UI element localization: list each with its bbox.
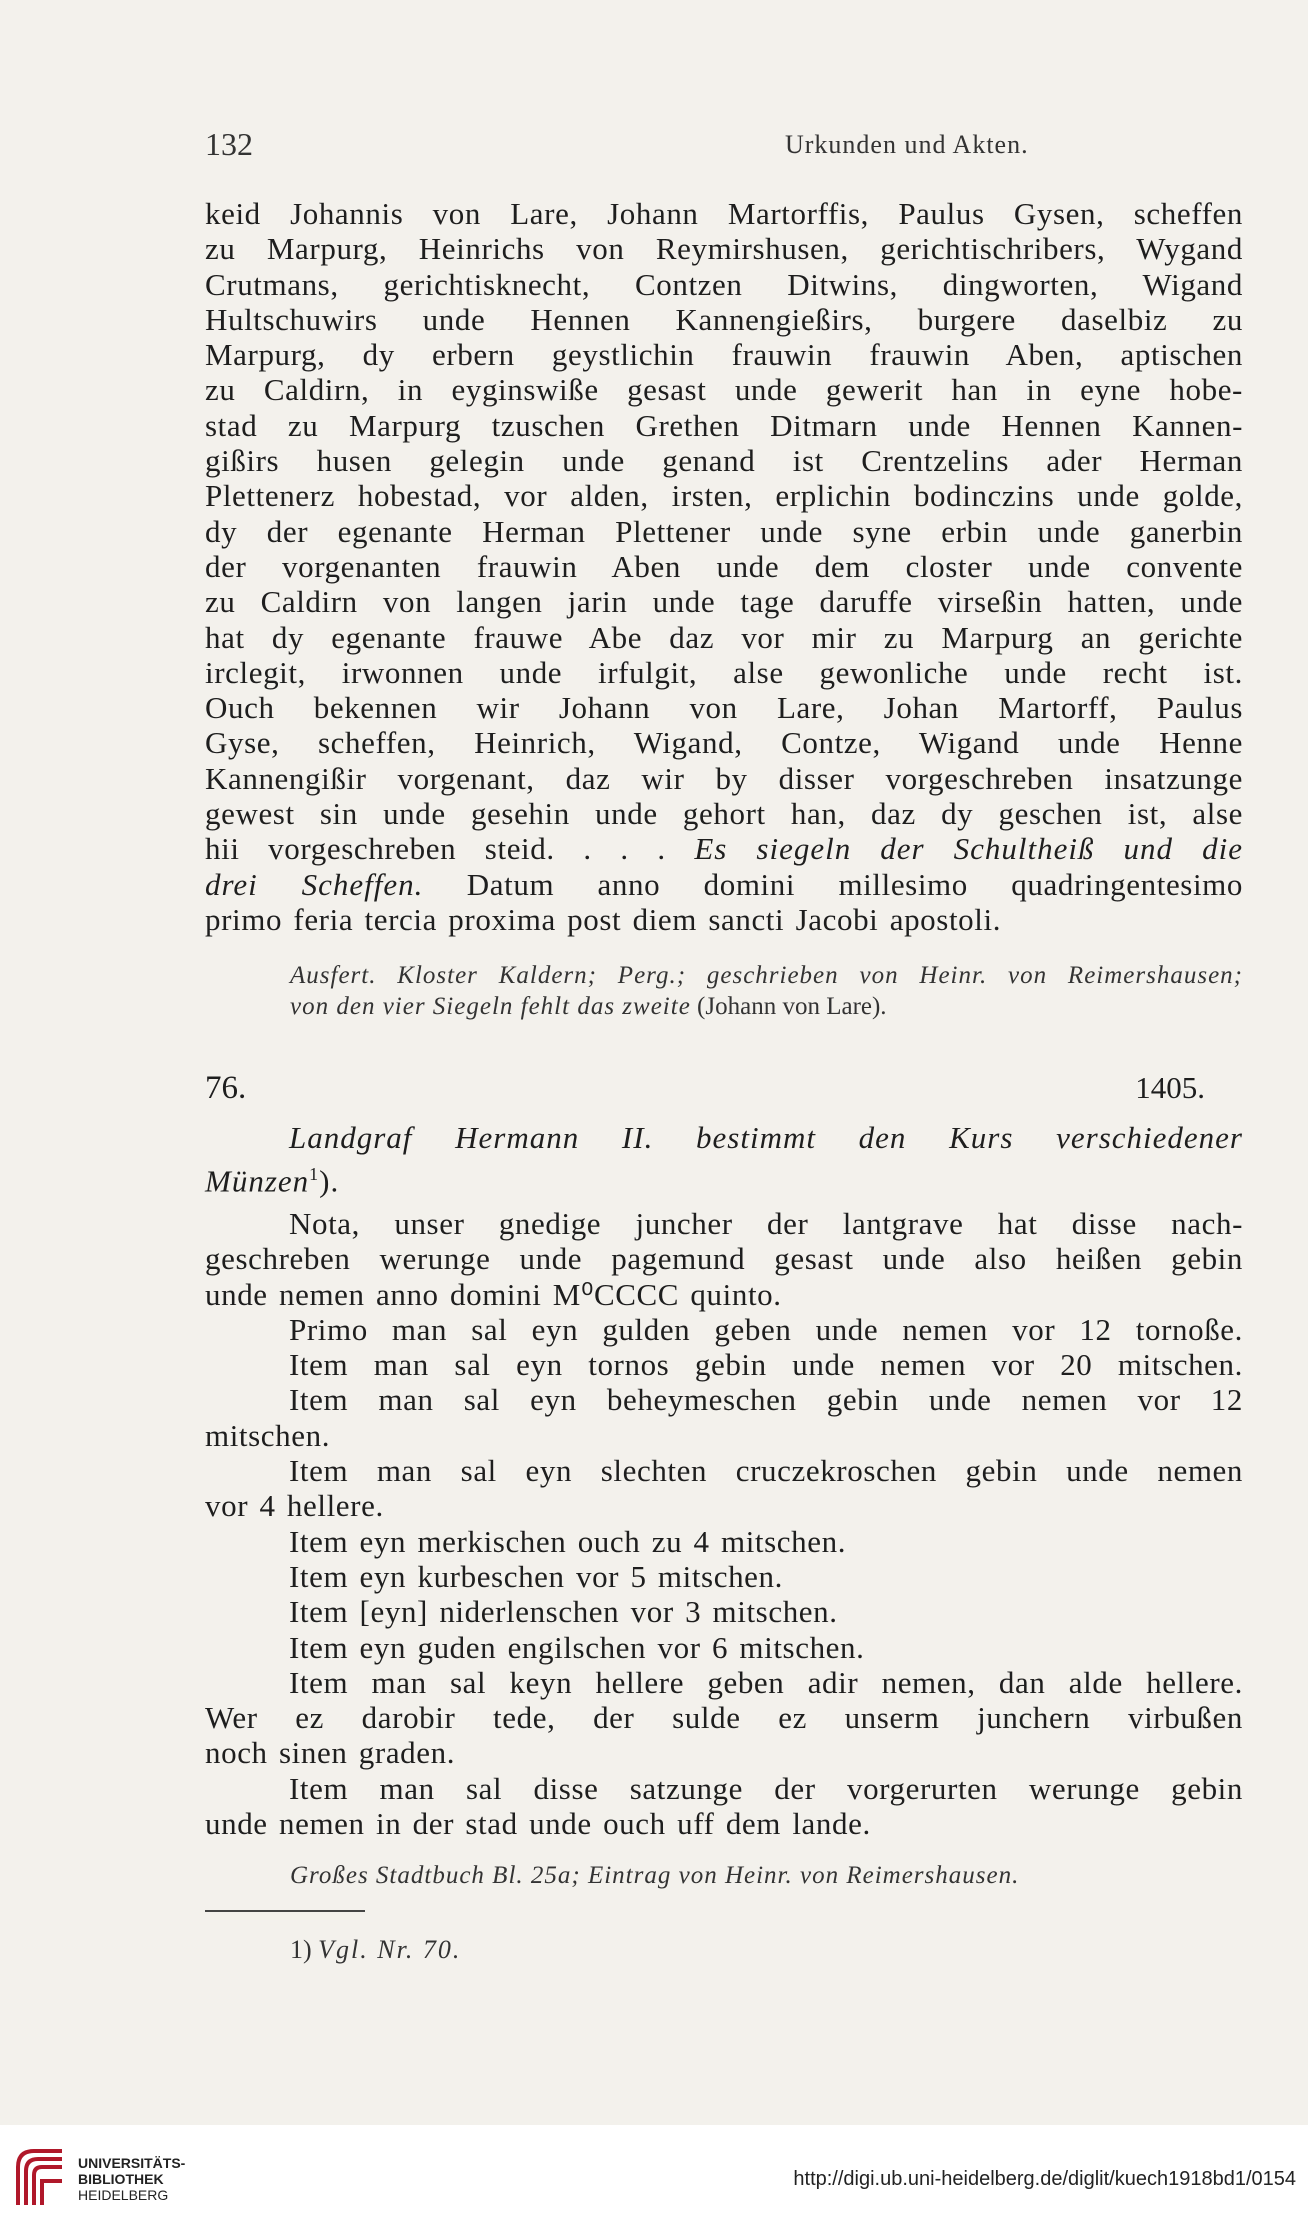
paragraph-line: vor 4 hellere. [205,1488,384,1524]
document-number-row [205,1070,1205,1110]
text-line: Crutmans, gerichtisknecht, Contzen Ditwins, dingworten, Wigand [205,266,1243,302]
paragraph-line: geschreben werunge unde pagemund gesast unde also heißen gebin [205,1241,1243,1277]
text-line: Plettenerz hobestad, vor alden, irsten, erplichin bodinczins unde golde, [205,478,1243,514]
paragraph-line: unde nemen in der stad unde ouch uff dem lande. [205,1806,871,1842]
document-number: 76. [205,1070,247,1106]
paragraph-line: Item man sal keyn hellere geben adir nemen, dan alde hellere. [289,1664,1243,1700]
library-line: HEIDELBERG [78,2187,169,2203]
editorial-italic: Es siegeln der Schultheiß und die [694,831,1243,867]
paragraph-line: Item man sal eyn slechten cruczekroschen gebin unde nemen [289,1453,1243,1489]
text-line: dy der egenante Herman Plettener unde syne erbin unde ganerbin [205,513,1243,549]
paragraph-line: mitschen. [205,1417,331,1453]
document-heading [205,1120,1243,1199]
source-note-line: Ausfert. Kloster Kaldern; Perg.; geschrieben von Heinr. von Reimershausen; [290,962,1243,989]
paragraph-line: Item [eyn] niderlenschen vor 3 mitschen. [289,1594,838,1630]
text-roman: Datum anno domini millesimo quadringentesimo [466,866,1243,902]
footnote-divider [205,1910,365,1912]
text-line: hat dy egenante frauwe Abe daz vor mir zu Marpurg an gerichte [205,619,1243,655]
text-line: Ouch bekennen wir Johann von Lare, Johan Martorff, Paulus [205,690,1243,726]
paragraph-line: Item man sal eyn tornos gebin unde nemen vor 20 mitschen. [289,1347,1243,1383]
text-line: Kannengißir vorgenant, daz wir by disser vorgeschreben insatzunge [205,760,1243,796]
text-line: zu Caldirn von langen jarin unde tage daruffe virseßin hatten, unde [205,584,1243,620]
paragraph-line: Wer ez darobir tede, der sulde ez unserm junchern virbußen [205,1700,1243,1736]
source-note-roman: (Johann von Lare). [697,993,887,1020]
library-line: UNIVERSITÄTS- [78,2155,186,2171]
paragraph-line: Item man sal disse satzunge der vorgerurten werunge gebin [289,1770,1243,1806]
text-line: irclegit, irwonnen unde irfulgit, alse gewonliche unde recht ist. [205,654,1243,690]
footnote-mark: 1) [290,1935,312,1964]
library-line: BIBLIOTHEK [78,2171,164,2187]
heading-line: Landgraf Hermann II. bestimmt den Kurs verschiedener [289,1120,1243,1155]
text-line: der vorgenanten frauwin Aben unde dem closter unde convente [205,548,1243,584]
paragraph-line: Primo man sal eyn gulden geben unde nemen vor 12 tornoße. [289,1311,1243,1347]
paragraph-line: Nota, unser gnedige juncher der lantgrave hat disse nach- [289,1206,1243,1241]
source-note-italic: von den vier Siegeln fehlt das zweite [290,993,691,1020]
heading-word: Münzen [205,1163,310,1199]
heading-close: ). [319,1163,340,1199]
paragraph-line: unde nemen anno domini M⁰CCCC quinto. [205,1276,782,1312]
source-note [290,960,1243,1022]
ordinance-text [205,1206,1243,1841]
text-line [205,867,1243,902]
text-line: Gyse, scheffen, Heinrich, Wigand, Contze, Wigand unde Henne [205,725,1243,761]
text-line: Hultschuwirs unde Hennen Kannengießirs, burgere daselbiz zu [205,301,1243,337]
editorial-italic: drei Scheffen. [205,866,424,902]
footnote [290,1935,461,1965]
text-line: stad zu Marpurg tzuschen Grethen Ditmarn unde Hennen Kannen- [205,407,1243,443]
charter-text [205,196,1243,937]
text-line: gewest sin unde gesehin unde gehort han, daz dy geschen ist, alse [205,796,1243,832]
text-line: zu Caldirn, in eyginswiße gesast unde gewerit han in eyne hobe- [205,372,1243,408]
paragraph-line: Item eyn merkischen ouch zu 4 mitschen. [289,1523,847,1559]
heading-line [205,1156,1243,1199]
paragraph-line: Item eyn guden engilschen vor 6 mitschen. [289,1629,865,1665]
paragraph-line: noch sinen graden. [205,1735,456,1771]
text-line: gißirs husen gelegin unde genand ist Crentzelins ader Herman [205,443,1243,479]
document-source [290,1860,1243,1891]
text-line: zu Marpurg, Heinrichs von Reymirshusen, gerichtischribers, Wygand [205,231,1243,267]
running-title: Urkunden und Akten. [785,130,1029,159]
library-name[interactable] [78,2155,185,2203]
permalink-url[interactable]: http://digi.ub.uni-heidelberg.de/diglit/kuech1918bd1/0154 [793,2168,1296,2190]
source-line: Großes Stadtbuch Bl. 25a; Eintrag von Heinr. von Reimershausen. [290,1862,1020,1889]
source-note-line [290,991,1243,1022]
paragraph-line: Item eyn kurbeschen vor 5 mitschen. [289,1558,783,1594]
text-line: primo feria tercia proxima post diem sancti Jacobi apostoli. [205,901,1002,937]
ub-heidelberg-logo-icon[interactable] [12,2145,68,2209]
paragraph-line: Item man sal eyn beheymeschen gebin unde nemen vor 12 [289,1382,1243,1418]
text-roman: hii vorgeschreben steid. . . . [205,831,666,867]
text-line: Marpurg, dy erbern geystlichin frauwin frauwin Aben, aptischen [205,337,1243,373]
footnote-text: Vgl. Nr. 70. [318,1935,462,1964]
document-year: 1405. [1135,1070,1205,1105]
text-line: keid Johannis von Lare, Johann Martorffis, Paulus Gysen, scheffen [205,196,1243,231]
page-number: 132 [205,126,253,162]
footnote-ref[interactable]: 1 [309,1164,320,1184]
text-line [205,831,1243,866]
page-header [205,126,1308,166]
